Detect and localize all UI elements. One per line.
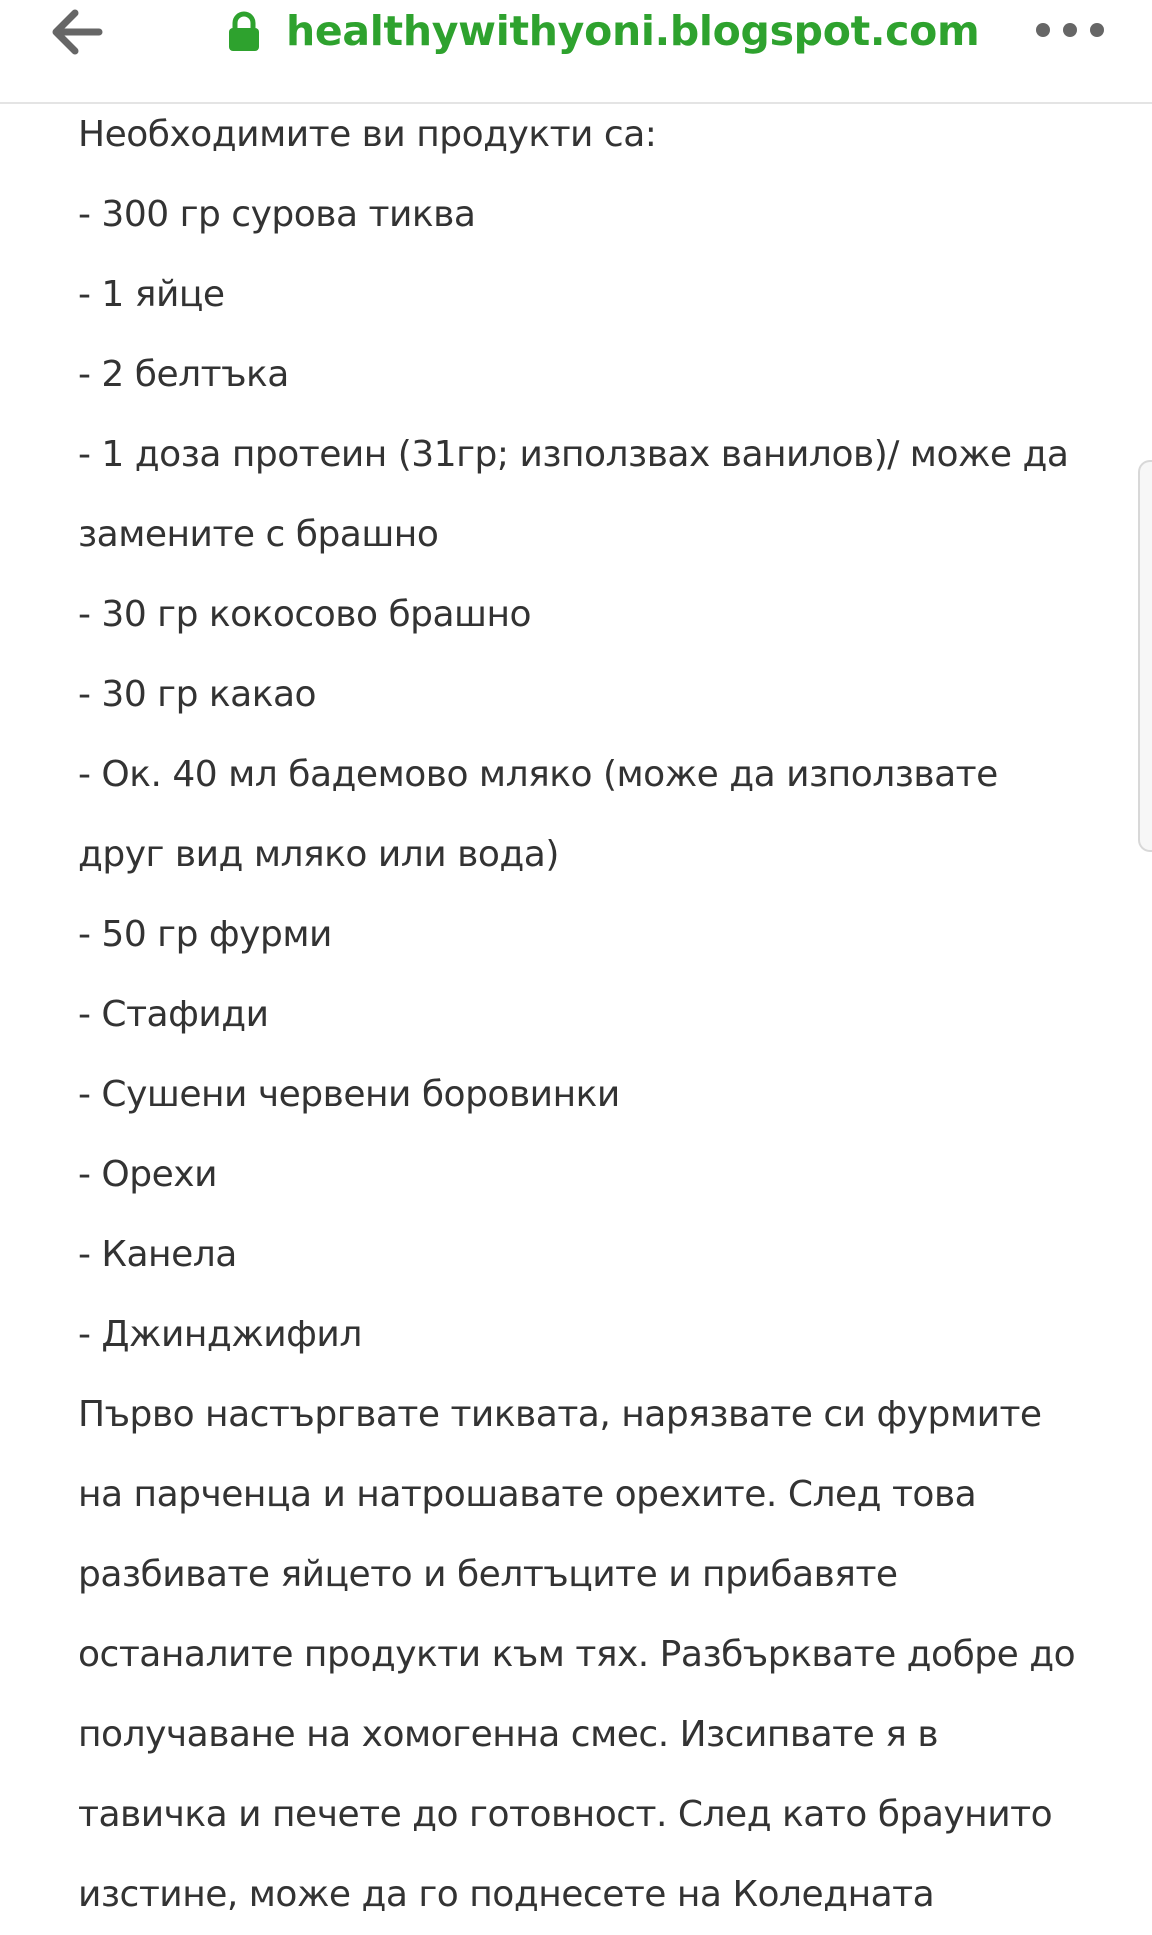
ingredient-line: друг вид мляко или вода) bbox=[78, 834, 559, 875]
lock-icon bbox=[226, 9, 262, 53]
ingredient-line: - 30 гр кокосово брашно bbox=[78, 594, 532, 635]
ingredient-line: - Джинджифил bbox=[78, 1314, 362, 1355]
instruction-line: получаване на хомогенна смес. Изсипвате я в bbox=[78, 1714, 939, 1755]
ingredient-line: - 300 гр сурова тиква bbox=[78, 194, 476, 235]
address-bar[interactable] bbox=[226, 0, 979, 62]
instruction-line: изстине, може да го поднесете на Коледната bbox=[78, 1874, 935, 1915]
more-options-button[interactable] bbox=[1030, 12, 1110, 48]
instruction-line: разбивате яйцето и белтъците и прибавяте bbox=[78, 1554, 898, 1595]
ingredient-line: - Орехи bbox=[78, 1154, 217, 1195]
instruction-line: останалите продукти към тях. Разбърквате добре до bbox=[78, 1634, 1076, 1675]
instruction-line: на парченца и натрошавате орехите. След това bbox=[78, 1474, 977, 1515]
article-body bbox=[78, 95, 1078, 1935]
ingredient-line: - Ок. 40 мл бадемово мляко (може да използвате bbox=[78, 754, 998, 795]
instruction-line: Първо настъргвате тиквата, нарязвате си фурмите bbox=[78, 1394, 1042, 1435]
instruction-line: тавичка и печете до готовност. След като браунито bbox=[78, 1794, 1053, 1835]
back-button[interactable] bbox=[44, 4, 110, 60]
ingredient-line: - 2 белтъка bbox=[78, 354, 289, 395]
ingredient-line: - 1 яйце bbox=[78, 274, 225, 315]
ingredients-list bbox=[78, 175, 1078, 1375]
url-text: healthywithyoni.blogspot.com bbox=[286, 7, 980, 55]
page-scrollbar[interactable] bbox=[1138, 460, 1152, 852]
ingredients-heading: Необходимите ви продукти са: bbox=[78, 114, 657, 155]
ingredient-line: - Стафиди bbox=[78, 994, 269, 1035]
back-arrow-icon bbox=[49, 8, 105, 56]
ingredient-line: - 30 гр какао bbox=[78, 674, 317, 715]
browser-toolbar bbox=[0, 0, 1152, 104]
ingredient-line: - 50 гр фурми bbox=[78, 914, 332, 955]
ingredient-line: замените с брашно bbox=[78, 514, 439, 555]
instructions-paragraph bbox=[78, 1375, 1078, 1935]
more-horizontal-icon bbox=[1033, 18, 1107, 42]
ingredient-line: - 1 доза протеин (31гр; използвах ванилов)/ може да bbox=[78, 434, 1069, 475]
ingredient-line: - Сушени червени боровинки bbox=[78, 1074, 620, 1115]
ingredient-line: - Канела bbox=[78, 1234, 237, 1275]
